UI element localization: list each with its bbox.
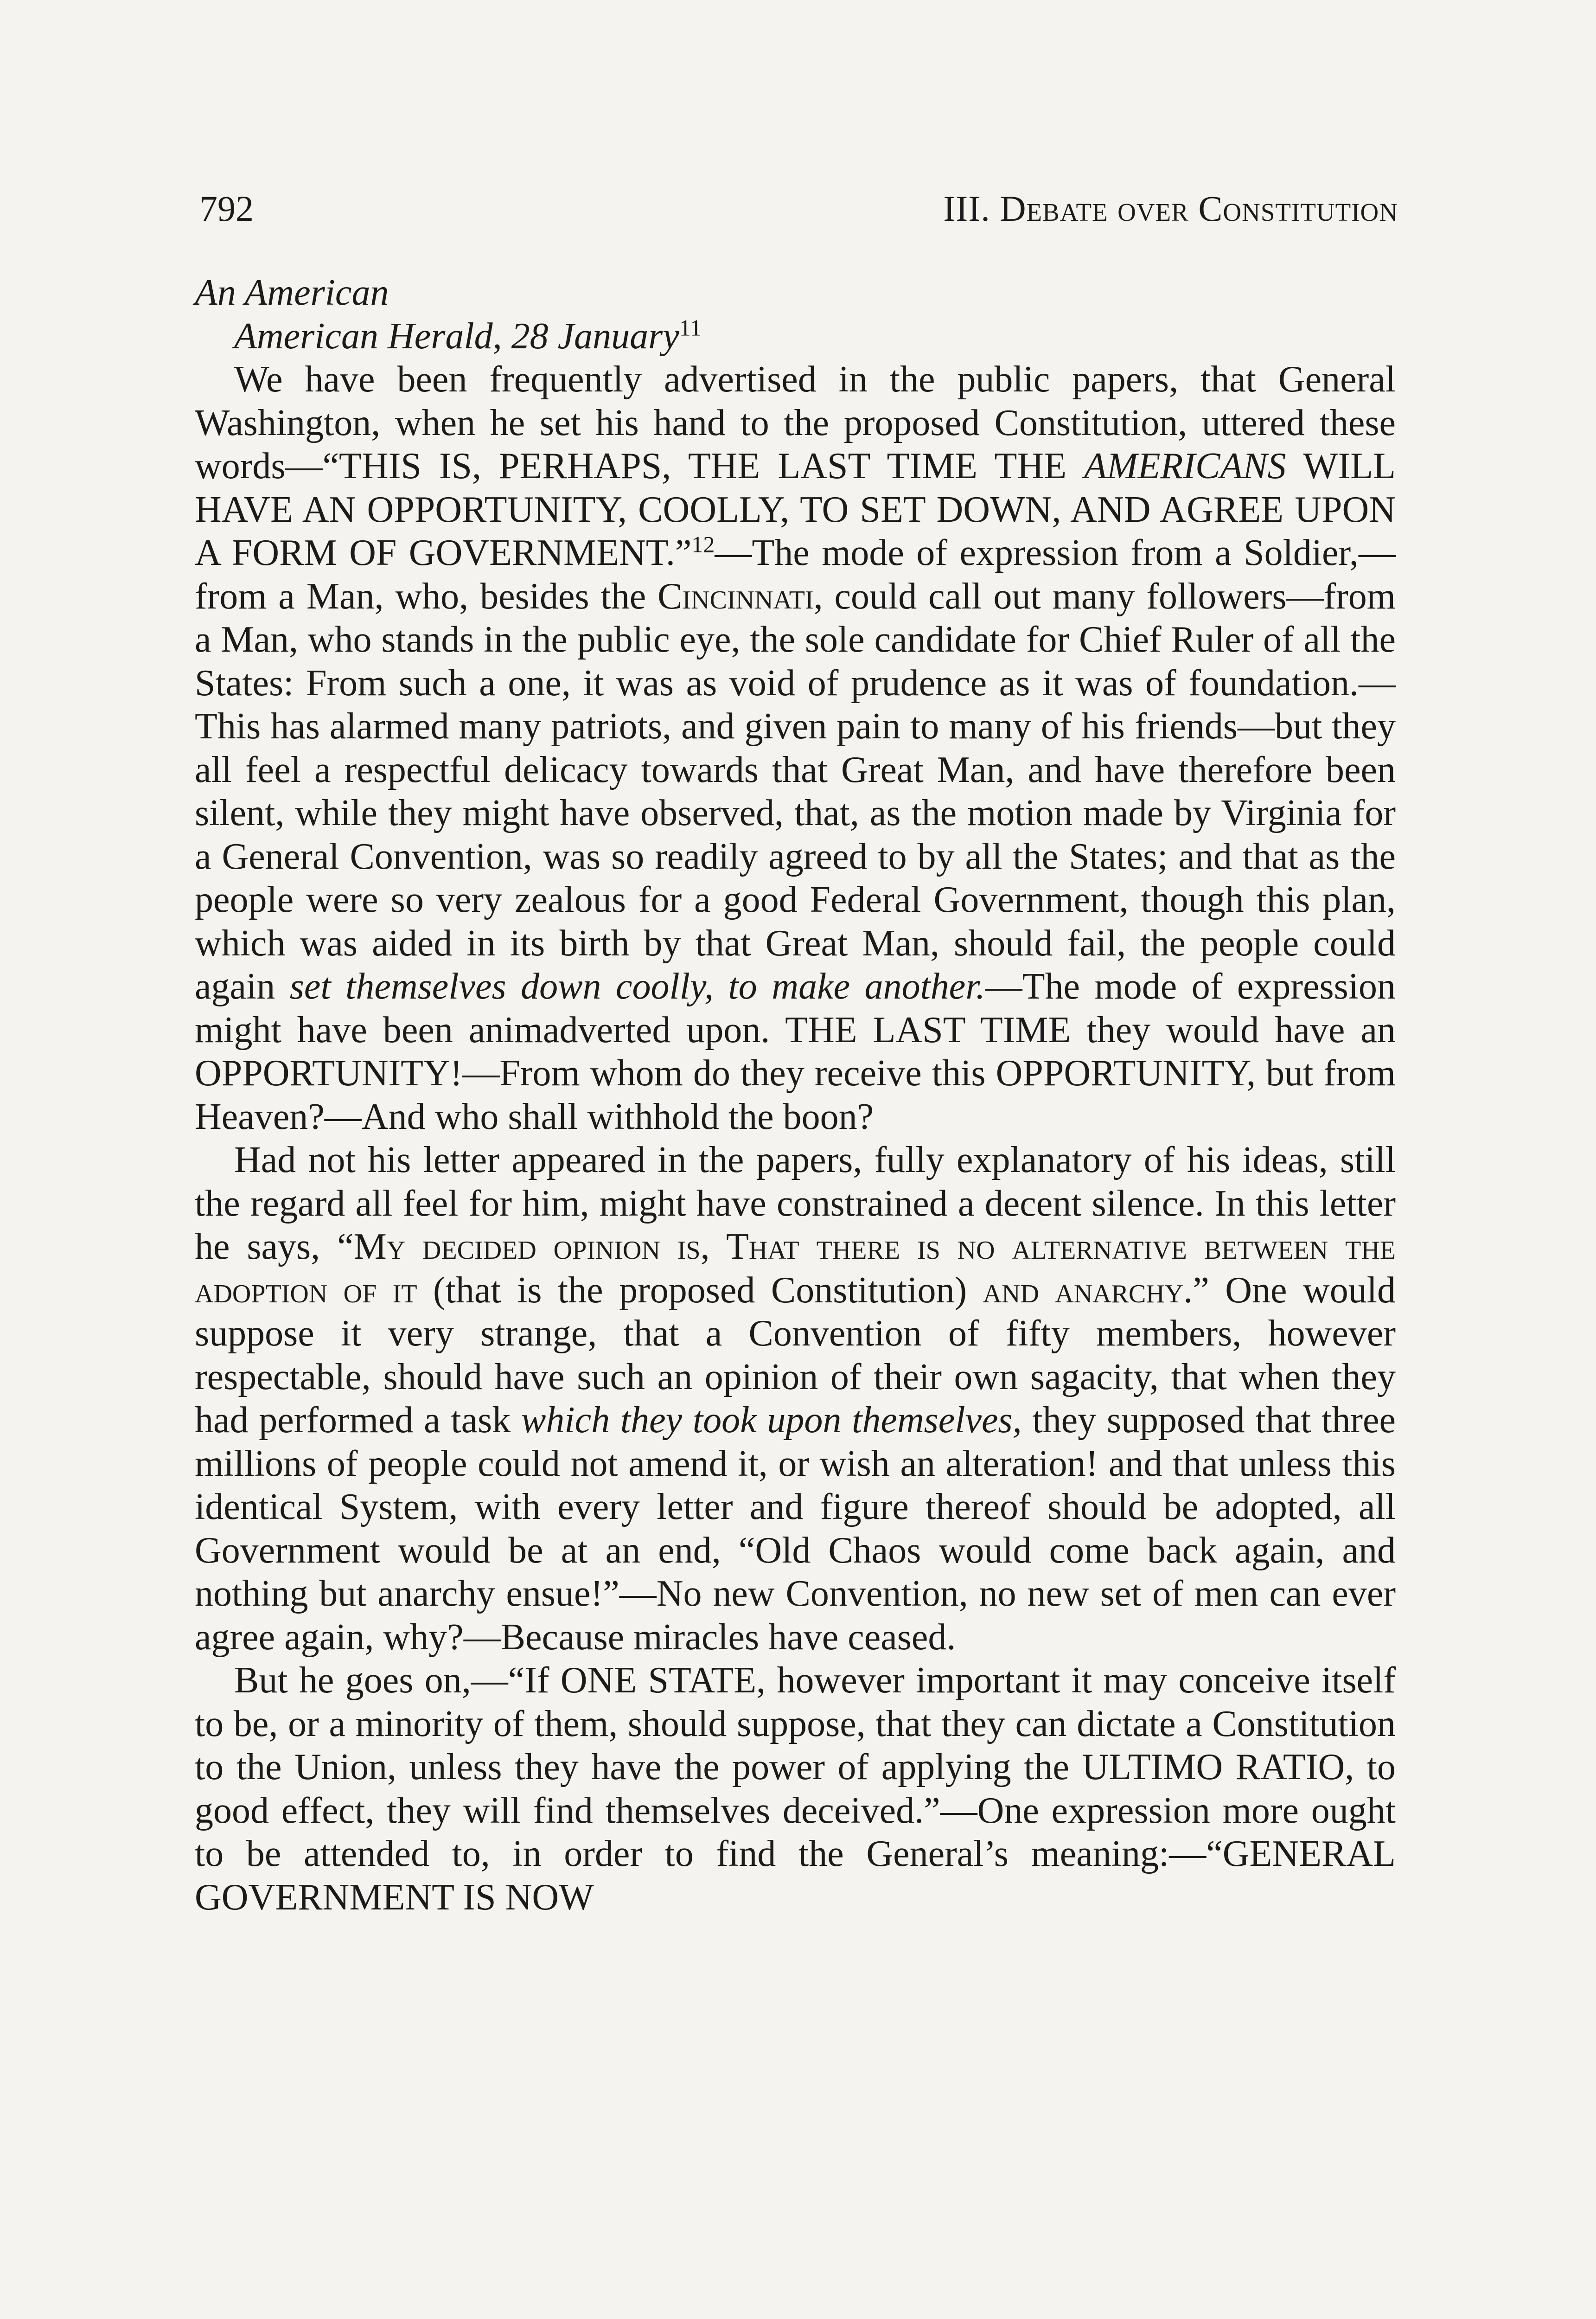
p1-text-i: —The mode of expression might have been animadverted upon. THE LAST TIME they would have an OPPORTUNITY!—From whom do they receive this OPPORTUNITY, but from Heaven?—And who shall withhold the boon? [195,966,1396,1137]
article-source [195,315,1396,359]
section-title: III. Debate over Constitution [943,188,1398,229]
p1-italic-phrase: set themselves down coolly, to make another. [289,966,985,1007]
p2-italic-phrase: which they took upon themselves, [521,1400,1022,1441]
source-date: 28 January [511,315,679,357]
article-author: An American [195,272,389,313]
paragraph-3: But he goes on,—“If ONE STATE, however important it may conceive itself to be, or a minority of them, should suppose, that they can dictate a Constitution to the Union, unless they have the power of applying the ULTIMO RATIO, to good effect, they will find themselves deceived.”—One expression more ought to be attended to, in order to find the General’s meaning:—“GENERAL GOVERNMENT IS NOW [195,1660,1396,1918]
footnote-ref-12: 12 [691,531,715,557]
paragraph-1 [195,358,1396,1139]
p1-smallcaps-cincinnati: Cincinnati [658,576,814,617]
p2-smallcaps-anarchy: and anarchy [983,1269,1184,1311]
p1-text-g: , could call out many followers—from a Man, who stands in the public eye, the sole candidate for Chief Ruler of all the States: From such a one, it was as void of prudence as it was of foundation.—This has alarmed many patriots, and given pain to many of his friends—but they all feel a respectful delicacy towards that Great Man, and have therefore been silent, while they might have observed, that, as the motion made by Virginia for a General Convention, was so readily agreed to by all the States; and that as the people were so very zealous for a good Federal Government, though this plan, which was aided in its birth by that Great Man, should fail, the people could again [195,576,1396,1007]
p2-text-e: .” One would suppose it very strange, that a Convention of fifty members, however respectable, should have such an opinion of their own sagacity, that when they had performed a task [195,1269,1396,1441]
p2-text-g: they supposed that three millions of people could not amend it, or wish an alteration! and that unless this identical System, with every letter and figure thereof should be adopted, all Government would be at an end, “Old Chaos would come back again, and nothing but anarchy ensue!”—No new Convention, no new set of men can ever agree again, why?—Because miracles have ceased. [195,1400,1396,1658]
page-number: 792 [199,188,254,229]
p2-text-a: Had not his letter appeared in the papers, fully explanatory of his ideas, still the regard all feel for him, might have constrained a decent silence. In this letter he says, “ [195,1140,1396,1267]
p1-text-c: WILL HAVE AN OPPORTUNITY, COOLLY, TO SET DOWN, AND AGREE UPON A FORM OF GOVERNMENT.” [195,446,1396,573]
p1-italic-americans: AMERICANS [1084,446,1286,487]
running-head [199,188,1398,230]
p1-text-e: —The mode of expression from a Soldier,—from a Man, who, besides the [195,532,1396,617]
footnote-ref-11: 11 [679,314,702,340]
article-body [195,271,1396,1919]
p2-text-c: (that is the proposed Constitution) [417,1269,983,1311]
paragraph-2 [195,1139,1396,1659]
source-name: American Herald, [234,315,502,357]
p2-smallcaps-opinion: My decided opinion is, That there is no alternative between the adoption of it [195,1226,1396,1311]
p1-text-a: We have been frequently advertised in the public papers, that General Washington, when he set his hand to the proposed Constitution, uttered these words—“THIS IS, PERHAPS, THE LAST TIME THE [195,359,1396,487]
